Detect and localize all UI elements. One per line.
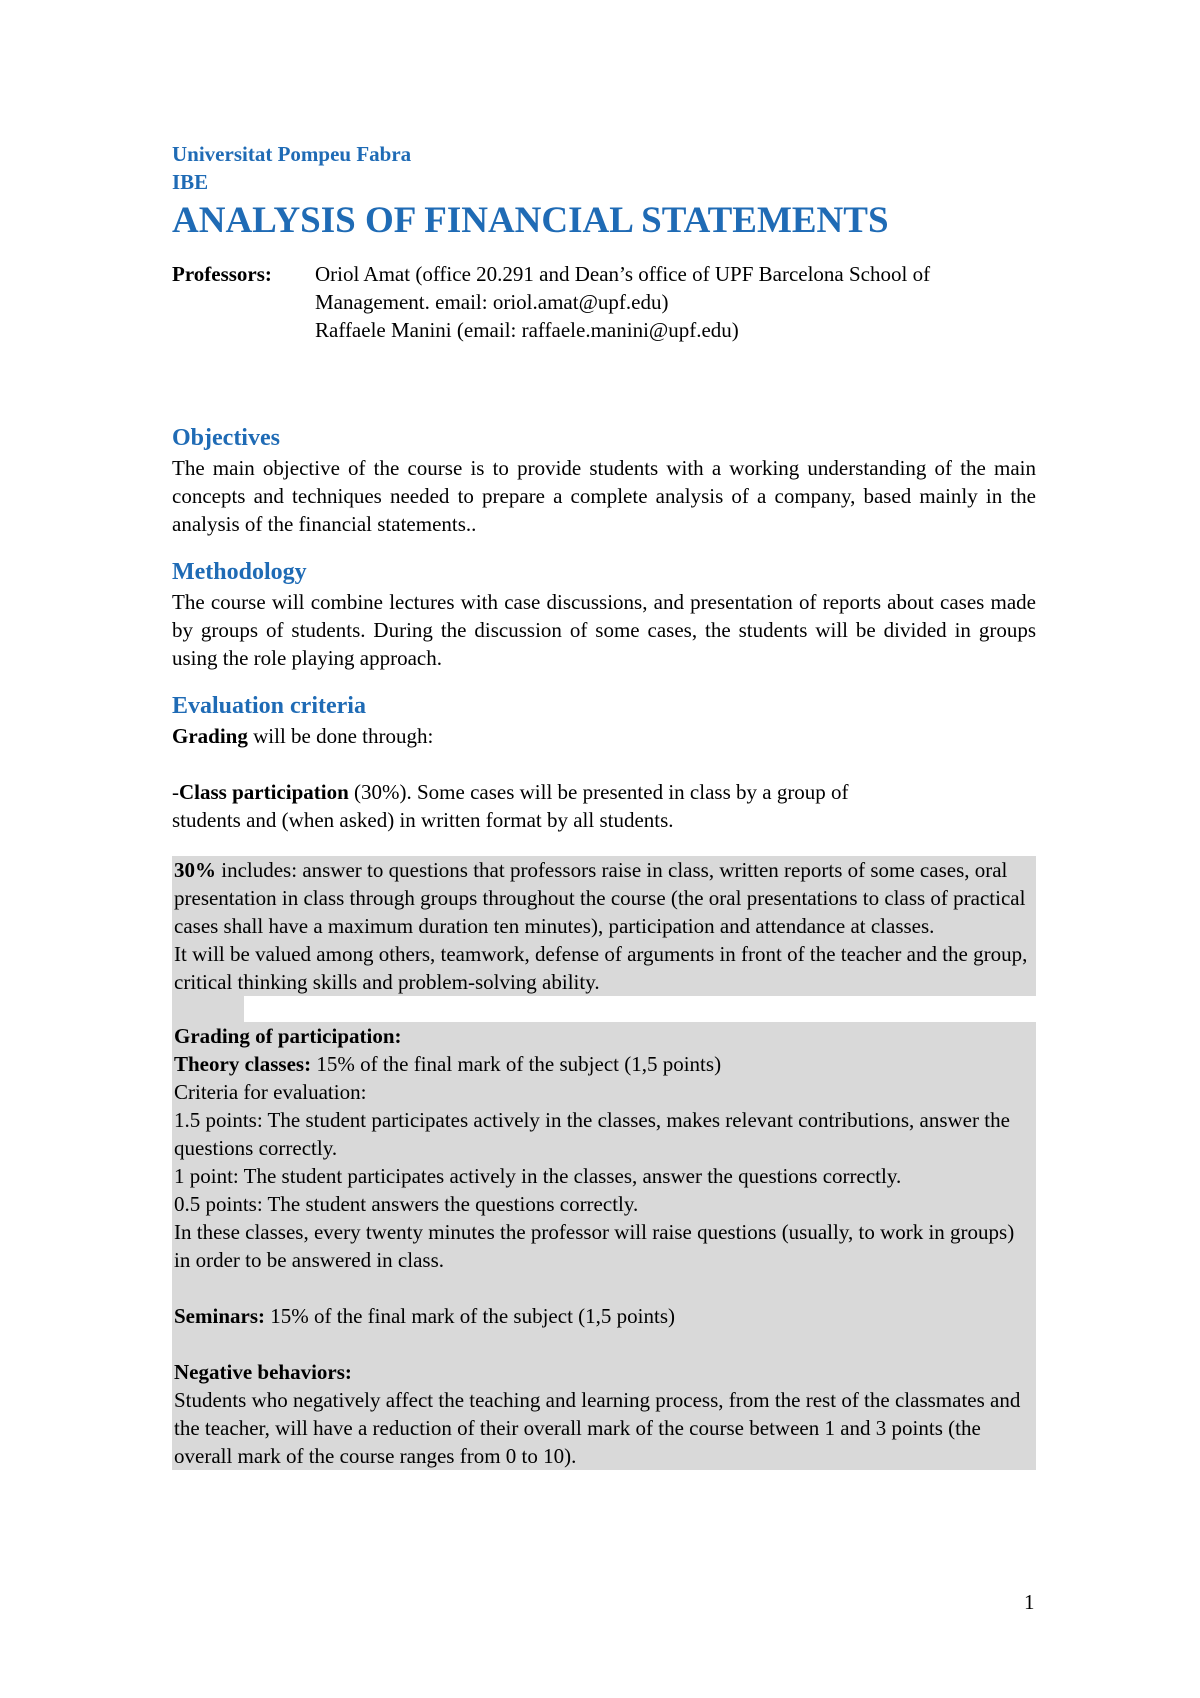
methodology-section	[172, 556, 1036, 672]
thirty-percent-text	[174, 856, 1034, 940]
negative-behaviors-text: Students who negatively affect the teaching and learning process, from the rest of the classmates and the teacher, will have a reduction of their overall mark of the course between 1 and 3 points (the overall mark of the course ranges from 0 to 10).	[174, 1388, 1021, 1468]
valued-text: It will be valued among others, teamwork, defense of arguments in front of the teacher and the group, critical thinking skills and problem-solving ability.	[174, 942, 1028, 994]
professors-label: Professors:	[172, 262, 272, 286]
theory-classes-line	[174, 1050, 1034, 1078]
objectives-section	[172, 422, 1036, 538]
grading-bold: Grading	[172, 724, 248, 748]
thirty-percent-bold: 30%	[174, 858, 216, 882]
class-participation-rest: (30%). Some cases will be presented in class by a group of	[348, 780, 849, 804]
class-prefix: -	[172, 780, 179, 804]
professor-line-1: Oriol Amat (office 20.291 and Dean’s office of UPF Barcelona School of	[315, 262, 931, 286]
methodology-text: The course will combine lectures with case discussions, and presentation of reports about cases made by groups of students. During the discussion of some cases, the students will be divided in groups using the role playing approach.	[172, 590, 1036, 670]
class-participation-line	[172, 778, 1036, 806]
seminars-rest: 15% of the final mark of the subject (1,5 points)	[265, 1304, 675, 1328]
grading-line	[172, 722, 1036, 750]
document-title: ANALYSIS OF FINANCIAL STATEMENTS	[172, 200, 889, 241]
seminars-line	[174, 1302, 1034, 1330]
class-participation-bold: Class participation	[179, 780, 349, 804]
criteria-item-2: 1 point: The student participates actively in the classes, answer the questions correctly.	[174, 1164, 902, 1188]
grading-participation-heading: Grading of participation:	[174, 1024, 402, 1048]
evaluation-heading: Evaluation criteria	[172, 693, 366, 719]
objectives-heading: Objectives	[172, 425, 280, 451]
seminars-bold: Seminars:	[174, 1304, 265, 1328]
evaluation-section	[172, 690, 1036, 1470]
shade-notch	[172, 996, 1036, 1022]
criteria-line: Criteria for evaluation:	[174, 1080, 367, 1104]
page-number: 1	[1024, 1590, 1035, 1614]
criteria-item-4: In these classes, every twenty minutes the professor will raise questions (usually, to work in groups) in order to be answered in class.	[174, 1220, 1015, 1272]
professor-line-3: Raffaele Manini (email: raffaele.manini@upf.edu)	[315, 318, 739, 342]
school-name: IBE	[172, 170, 209, 194]
professor-line-2: Management. email: oriol.amat@upf.edu)	[315, 290, 669, 314]
university-name: Universitat Pompeu Fabra	[172, 142, 412, 166]
negative-behaviors-heading: Negative behaviors:	[174, 1360, 352, 1384]
class-participation-line-2: students and (when asked) in written format by all students.	[172, 808, 674, 832]
grading-rest: will be done through:	[247, 724, 434, 748]
theory-classes-bold: Theory classes:	[174, 1052, 312, 1076]
document-page	[172, 140, 1036, 1470]
thirty-percent-rest: includes: answer to questions that professors raise in class, written reports of some cases, oral presentation in class through groups throughout the course (the oral presentations to class of practical cases shall have a maximum duration ten minutes), participation and attendance at classes.	[174, 858, 1026, 938]
theory-classes-rest: 15% of the final mark of the subject (1,5 points)	[311, 1052, 722, 1076]
criteria-item-1: 1.5 points: The student participates actively in the classes, makes relevant contributions, answer the questions correctly.	[174, 1108, 1010, 1160]
professors-block	[172, 260, 1036, 344]
objectives-text: The main objective of the course is to provide students with a working understanding of the main concepts and techniques needed to prepare a complete analysis of a company, based mainly in the analysis of the financial statements..	[172, 456, 1036, 536]
shaded-block-1	[172, 856, 1036, 996]
methodology-heading: Methodology	[172, 559, 307, 585]
criteria-item-3: 0.5 points: The student answers the questions correctly.	[174, 1192, 639, 1216]
shaded-block-2	[172, 1022, 1036, 1470]
